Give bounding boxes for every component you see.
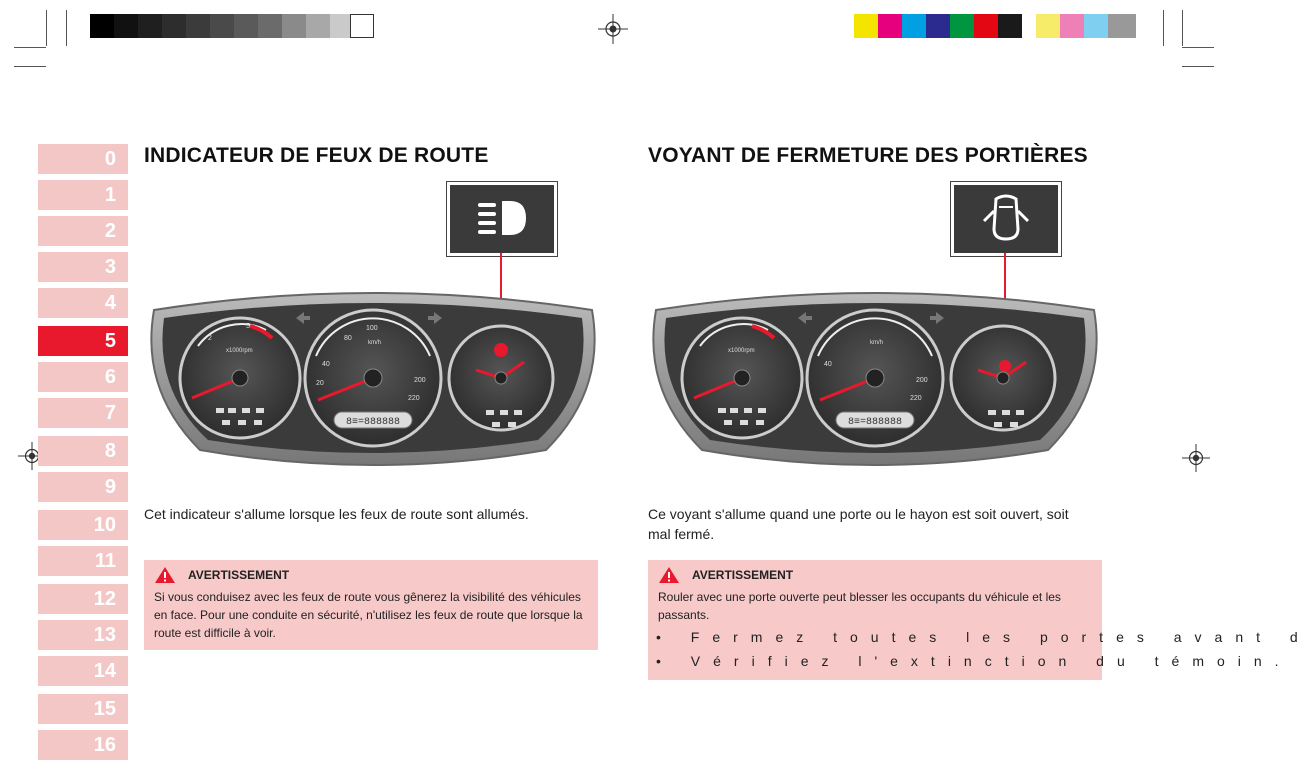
speedo-tick-label: 100: [366, 325, 378, 332]
warning-bullet: • Vérifiez l'extinction du témoin.: [656, 653, 1292, 669]
chapter-tab-active[interactable]: 5: [38, 326, 128, 356]
chapter-tab[interactable]: 3: [38, 252, 128, 282]
warning-bullet: • Fermez toutes les portes avant d: [656, 629, 1311, 645]
door-ajar-description: Ce voyant s'allume quand une porte ou le hayon est soit ouvert, soit mal fermé.: [648, 506, 1069, 542]
chapter-tab[interactable]: 8: [38, 436, 128, 466]
chapter-tab[interactable]: 16: [38, 730, 128, 760]
chapter-tab[interactable]: 4: [38, 288, 128, 318]
chapter-tab[interactable]: 10: [38, 510, 128, 540]
instrument-cluster-right: [648, 280, 1102, 476]
registration-mark-right: [1182, 444, 1210, 472]
chapter-tab[interactable]: 14: [38, 656, 128, 686]
speedo-tick-label: 40: [824, 361, 832, 368]
chapter-tab[interactable]: 15: [38, 694, 128, 724]
tacho-unit-label: x1000rpm: [226, 348, 253, 354]
chapter-tab[interactable]: 6: [38, 362, 128, 392]
chapter-tab[interactable]: 0: [38, 144, 128, 174]
speedo-tick-label: 200: [414, 377, 426, 384]
tacho-unit-label: x1000rpm: [728, 348, 755, 354]
warning-text: Rouler avec une porte ouverte peut blesser les occupants du véhicule et les passants.: [658, 590, 1061, 622]
warning-title: AVERTISSEMENT: [188, 568, 290, 582]
speedo-unit-label: km/h: [870, 340, 884, 346]
chapter-tab[interactable]: 2: [38, 216, 128, 246]
chapter-tab[interactable]: 7: [38, 398, 128, 428]
instrument-cluster-left: [146, 280, 600, 476]
odometer-readout: 8≡=888888: [847, 417, 903, 428]
chapter-tab[interactable]: 11: [38, 546, 128, 576]
warning-triangle-icon: [154, 566, 176, 584]
section-title-door-ajar: VOYANT DE FERMETURE DES PORTIÈRES: [648, 144, 1088, 167]
warning-box-high-beam: [144, 560, 598, 650]
registration-mark-top: [598, 14, 628, 44]
odometer-readout: 8≡=888888: [345, 417, 401, 428]
chapter-tab[interactable]: 1: [38, 180, 128, 210]
warning-triangle-icon: [658, 566, 680, 584]
warning-text: Si vous conduisez avec les feux de route vous gênerez la visibilité des véhicules en face. Pour une conduite en sécurité, n'utilisez les feux de route que lorsque la route est difficile à voir.: [154, 590, 583, 640]
high-beam-description: Cet indicateur s'allume lorsque les feux de route sont allumés.: [144, 506, 529, 522]
chapter-tab[interactable]: 9: [38, 472, 128, 502]
high-beam-indicator-box: [447, 182, 557, 256]
tacho-tick-label: 2: [208, 335, 212, 342]
speedo-tick-label: 200: [916, 377, 928, 384]
speedo-unit-label: km/h: [368, 340, 382, 346]
door-open-icon: [954, 185, 1058, 253]
speedo-tick-label: 40: [322, 361, 330, 368]
chapter-tab[interactable]: 13: [38, 620, 128, 650]
speedo-tick-label: 220: [910, 395, 922, 402]
speedo-tick-label: 80: [344, 335, 352, 342]
section-title-high-beam: INDICATEUR DE FEUX DE ROUTE: [144, 144, 489, 167]
door-ajar-indicator-box: [951, 182, 1061, 256]
speedo-tick-label: 20: [316, 380, 324, 387]
tacho-tick-label: 5: [246, 323, 250, 330]
warning-title: AVERTISSEMENT: [692, 568, 794, 582]
high-beam-icon: [450, 185, 554, 253]
chapter-tab[interactable]: 12: [38, 584, 128, 614]
speedo-tick-label: 220: [408, 395, 420, 402]
